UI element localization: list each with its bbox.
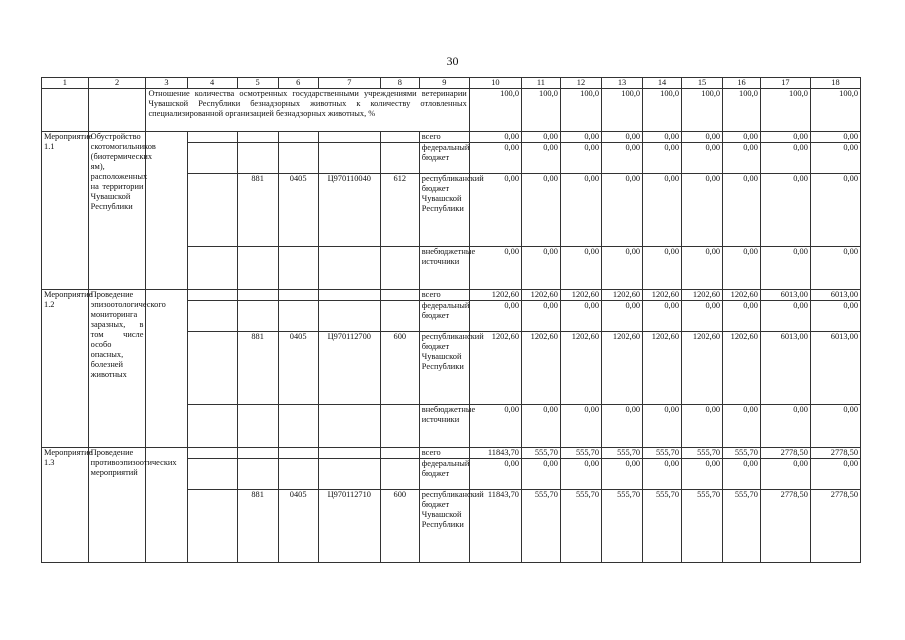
funding-value: 555,70 [682, 490, 723, 563]
empty-cell [380, 143, 419, 174]
indicator-value: 100,0 [643, 89, 682, 132]
funding-value: 0,00 [723, 405, 761, 448]
funding-value: 0,00 [643, 247, 682, 290]
funding-value: 0,00 [522, 247, 561, 290]
funding-value: 1202,60 [469, 290, 521, 301]
empty-cell [237, 247, 278, 290]
funding-value: 0,00 [522, 174, 561, 247]
funding-value: 0,00 [522, 459, 561, 490]
funding-value: 6013,00 [760, 290, 810, 301]
measure-description: Проведение противоэпизоотических мероприятий [88, 448, 146, 563]
funding-value: 6013,00 [810, 290, 860, 301]
funding-value: 0,00 [723, 132, 761, 143]
funding-value: 11843,70 [469, 490, 521, 563]
column-number: 6 [278, 78, 318, 89]
funding-value: 0,00 [469, 174, 521, 247]
measure-name: Мероприятие 1.3 [42, 448, 89, 563]
funding-value: 0,00 [469, 143, 521, 174]
indicator-text: Отношение количества осмотренных государственными учреждениями ветеринарии Чувашской Республики безнадзорных животных к количеству отловленных специализированной организацией безнадзорных животных, % [146, 89, 469, 132]
funding-value: 0,00 [810, 174, 860, 247]
measure-name: Мероприятие 1.1 [42, 132, 89, 290]
rzpr-code: 0405 [278, 174, 318, 247]
funding-value: 0,00 [560, 143, 601, 174]
funding-value: 0,00 [723, 459, 761, 490]
funding-value: 0,00 [560, 459, 601, 490]
funding-value: 0,00 [602, 405, 643, 448]
column-number: 13 [602, 78, 643, 89]
empty-cell [380, 301, 419, 332]
funding-value: 1202,60 [469, 332, 521, 405]
funding-value: 0,00 [682, 247, 723, 290]
funding-value: 1202,60 [723, 290, 761, 301]
indicator-row [42, 89, 861, 132]
empty-cell [187, 301, 237, 332]
column-number: 14 [643, 78, 682, 89]
funding-source: всего [419, 132, 469, 143]
funding-value: 0,00 [682, 459, 723, 490]
empty-cell [278, 301, 318, 332]
empty-cell [318, 448, 380, 459]
budget-table [41, 77, 861, 563]
column-number: 18 [810, 78, 860, 89]
column-number: 12 [560, 78, 601, 89]
funding-value: 0,00 [682, 143, 723, 174]
funding-value: 1202,60 [560, 290, 601, 301]
empty-cell [278, 247, 318, 290]
empty-cell [278, 143, 318, 174]
funding-value: 0,00 [522, 405, 561, 448]
funding-value: 0,00 [760, 247, 810, 290]
funding-value: 0,00 [810, 143, 860, 174]
funding-value: 2778,50 [760, 490, 810, 563]
funding-value: 0,00 [560, 247, 601, 290]
funding-value: 555,70 [522, 448, 561, 459]
empty-cell [187, 459, 237, 490]
empty-cell [187, 490, 237, 563]
funding-value: 0,00 [469, 405, 521, 448]
funding-value: 0,00 [602, 143, 643, 174]
grbs-code: 881 [237, 490, 278, 563]
funding-source: внебюджетные источники [419, 405, 469, 448]
funding-source: федеральный бюджет [419, 459, 469, 490]
empty-cell [146, 132, 187, 290]
rzpr-code: 0405 [278, 332, 318, 405]
empty-cell [187, 132, 237, 143]
empty-cell [237, 132, 278, 143]
funding-value: 0,00 [469, 247, 521, 290]
csr-code: Ц970112710 [318, 490, 380, 563]
empty-cell [380, 448, 419, 459]
csr-code: Ц970110040 [318, 174, 380, 247]
empty-cell [187, 448, 237, 459]
funding-value: 0,00 [643, 459, 682, 490]
grbs-code: 881 [237, 332, 278, 405]
funding-source: республиканский бюджет Чувашской Республики [419, 174, 469, 247]
funding-value: 0,00 [723, 174, 761, 247]
empty-cell [278, 459, 318, 490]
column-number: 1 [42, 78, 89, 89]
funding-value: 0,00 [682, 301, 723, 332]
funding-value: 0,00 [760, 459, 810, 490]
funding-value: 1202,60 [560, 332, 601, 405]
funding-value: 0,00 [522, 301, 561, 332]
column-number: 17 [760, 78, 810, 89]
funding-value: 1202,60 [643, 332, 682, 405]
indicator-value: 100,0 [602, 89, 643, 132]
indicator-value: 100,0 [810, 89, 860, 132]
funding-value: 1202,60 [723, 332, 761, 405]
empty-cell [42, 89, 89, 132]
funding-value: 0,00 [810, 132, 860, 143]
funding-value: 0,00 [760, 143, 810, 174]
funding-value: 1202,60 [602, 332, 643, 405]
funding-source: всего [419, 290, 469, 301]
empty-cell [187, 143, 237, 174]
empty-cell [88, 89, 146, 132]
funding-value: 0,00 [682, 132, 723, 143]
funding-row [42, 132, 861, 143]
funding-value: 0,00 [469, 132, 521, 143]
empty-cell [278, 132, 318, 143]
funding-value: 0,00 [560, 132, 601, 143]
empty-cell [187, 332, 237, 405]
funding-value: 555,70 [723, 448, 761, 459]
funding-value: 0,00 [643, 405, 682, 448]
funding-value: 0,00 [723, 247, 761, 290]
empty-cell [318, 301, 380, 332]
indicator-value: 100,0 [760, 89, 810, 132]
funding-value: 6013,00 [810, 332, 860, 405]
funding-value: 0,00 [602, 459, 643, 490]
funding-value: 555,70 [602, 490, 643, 563]
funding-value: 555,70 [560, 490, 601, 563]
funding-value: 555,70 [723, 490, 761, 563]
empty-cell [318, 290, 380, 301]
vr-code: 612 [380, 174, 419, 247]
funding-value: 0,00 [760, 301, 810, 332]
funding-value: 0,00 [810, 301, 860, 332]
empty-cell [380, 459, 419, 490]
funding-value: 555,70 [643, 490, 682, 563]
funding-source: республиканский бюджет Чувашской Республики [419, 490, 469, 563]
funding-value: 0,00 [643, 132, 682, 143]
empty-cell [318, 405, 380, 448]
funding-value: 0,00 [723, 301, 761, 332]
column-number: 5 [237, 78, 278, 89]
funding-value: 0,00 [560, 301, 601, 332]
column-number: 16 [723, 78, 761, 89]
funding-row [42, 448, 861, 459]
empty-cell [278, 448, 318, 459]
funding-value: 0,00 [469, 459, 521, 490]
funding-value: 0,00 [602, 132, 643, 143]
funding-value: 2778,50 [810, 490, 860, 563]
empty-cell [187, 290, 237, 301]
column-number: 9 [419, 78, 469, 89]
funding-value: 0,00 [602, 301, 643, 332]
page-number: 30 [446, 54, 459, 68]
column-number: 10 [469, 78, 521, 89]
funding-value: 6013,00 [760, 332, 810, 405]
funding-source: республиканский бюджет Чувашской Республики [419, 332, 469, 405]
funding-source: внебюджетные источники [419, 247, 469, 290]
indicator-value: 100,0 [469, 89, 521, 132]
csr-code: Ц970112700 [318, 332, 380, 405]
funding-value: 2778,50 [810, 448, 860, 459]
empty-cell [187, 174, 237, 247]
column-number: 11 [522, 78, 561, 89]
funding-value: 555,70 [522, 490, 561, 563]
measure-description: Проведение эпизоотологического мониторинга заразных, в том числе особо опасных, болезней животных [88, 290, 146, 448]
funding-value: 0,00 [682, 174, 723, 247]
funding-value: 1202,60 [522, 332, 561, 405]
empty-cell [187, 247, 237, 290]
empty-cell [237, 459, 278, 490]
empty-cell [380, 290, 419, 301]
empty-cell [278, 290, 318, 301]
empty-cell [318, 247, 380, 290]
funding-value: 0,00 [810, 247, 860, 290]
funding-value: 0,00 [522, 143, 561, 174]
funding-value: 555,70 [602, 448, 643, 459]
column-number: 15 [682, 78, 723, 89]
empty-cell [237, 143, 278, 174]
funding-value: 1202,60 [682, 332, 723, 405]
empty-cell [380, 405, 419, 448]
funding-value: 11843,70 [469, 448, 521, 459]
funding-value: 555,70 [643, 448, 682, 459]
funding-source: федеральный бюджет [419, 143, 469, 174]
grbs-code: 881 [237, 174, 278, 247]
funding-value: 1202,60 [643, 290, 682, 301]
funding-value: 0,00 [810, 405, 860, 448]
funding-value: 1202,60 [522, 290, 561, 301]
funding-value: 0,00 [560, 174, 601, 247]
empty-cell [380, 247, 419, 290]
column-number: 4 [187, 78, 237, 89]
empty-cell [318, 143, 380, 174]
measure-name: Мероприятие 1.2 [42, 290, 89, 448]
empty-cell [187, 405, 237, 448]
indicator-value: 100,0 [682, 89, 723, 132]
funding-value: 1202,60 [682, 290, 723, 301]
empty-cell [278, 405, 318, 448]
empty-cell [237, 290, 278, 301]
vr-code: 600 [380, 332, 419, 405]
column-number: 7 [318, 78, 380, 89]
funding-value: 0,00 [560, 405, 601, 448]
indicator-value: 100,0 [522, 89, 561, 132]
funding-value: 0,00 [469, 301, 521, 332]
funding-row [42, 290, 861, 301]
indicator-value: 100,0 [723, 89, 761, 132]
funding-value: 555,70 [560, 448, 601, 459]
column-number: 3 [146, 78, 187, 89]
measure-description: Обустройство скотомогильников (биотермических ям), расположенных на территории Чувашской Республики [88, 132, 146, 290]
empty-cell [146, 290, 187, 448]
funding-value: 0,00 [643, 174, 682, 247]
funding-value: 0,00 [760, 405, 810, 448]
empty-cell [237, 448, 278, 459]
empty-cell [380, 132, 419, 143]
funding-value: 0,00 [810, 459, 860, 490]
empty-cell [237, 301, 278, 332]
empty-cell [318, 132, 380, 143]
empty-cell [318, 459, 380, 490]
funding-value: 2778,50 [760, 448, 810, 459]
column-number: 2 [88, 78, 146, 89]
funding-value: 0,00 [522, 132, 561, 143]
funding-value: 1202,60 [602, 290, 643, 301]
empty-cell [237, 405, 278, 448]
funding-value: 555,70 [682, 448, 723, 459]
funding-value: 0,00 [602, 174, 643, 247]
indicator-value: 100,0 [560, 89, 601, 132]
vr-code: 600 [380, 490, 419, 563]
funding-value: 0,00 [643, 301, 682, 332]
funding-value: 0,00 [760, 174, 810, 247]
column-number: 8 [380, 78, 419, 89]
funding-value: 0,00 [643, 143, 682, 174]
funding-value: 0,00 [760, 132, 810, 143]
funding-value: 0,00 [602, 247, 643, 290]
funding-value: 0,00 [682, 405, 723, 448]
funding-source: федеральный бюджет [419, 301, 469, 332]
funding-value: 0,00 [723, 143, 761, 174]
column-number-row [42, 78, 861, 89]
rzpr-code: 0405 [278, 490, 318, 563]
funding-source: всего [419, 448, 469, 459]
